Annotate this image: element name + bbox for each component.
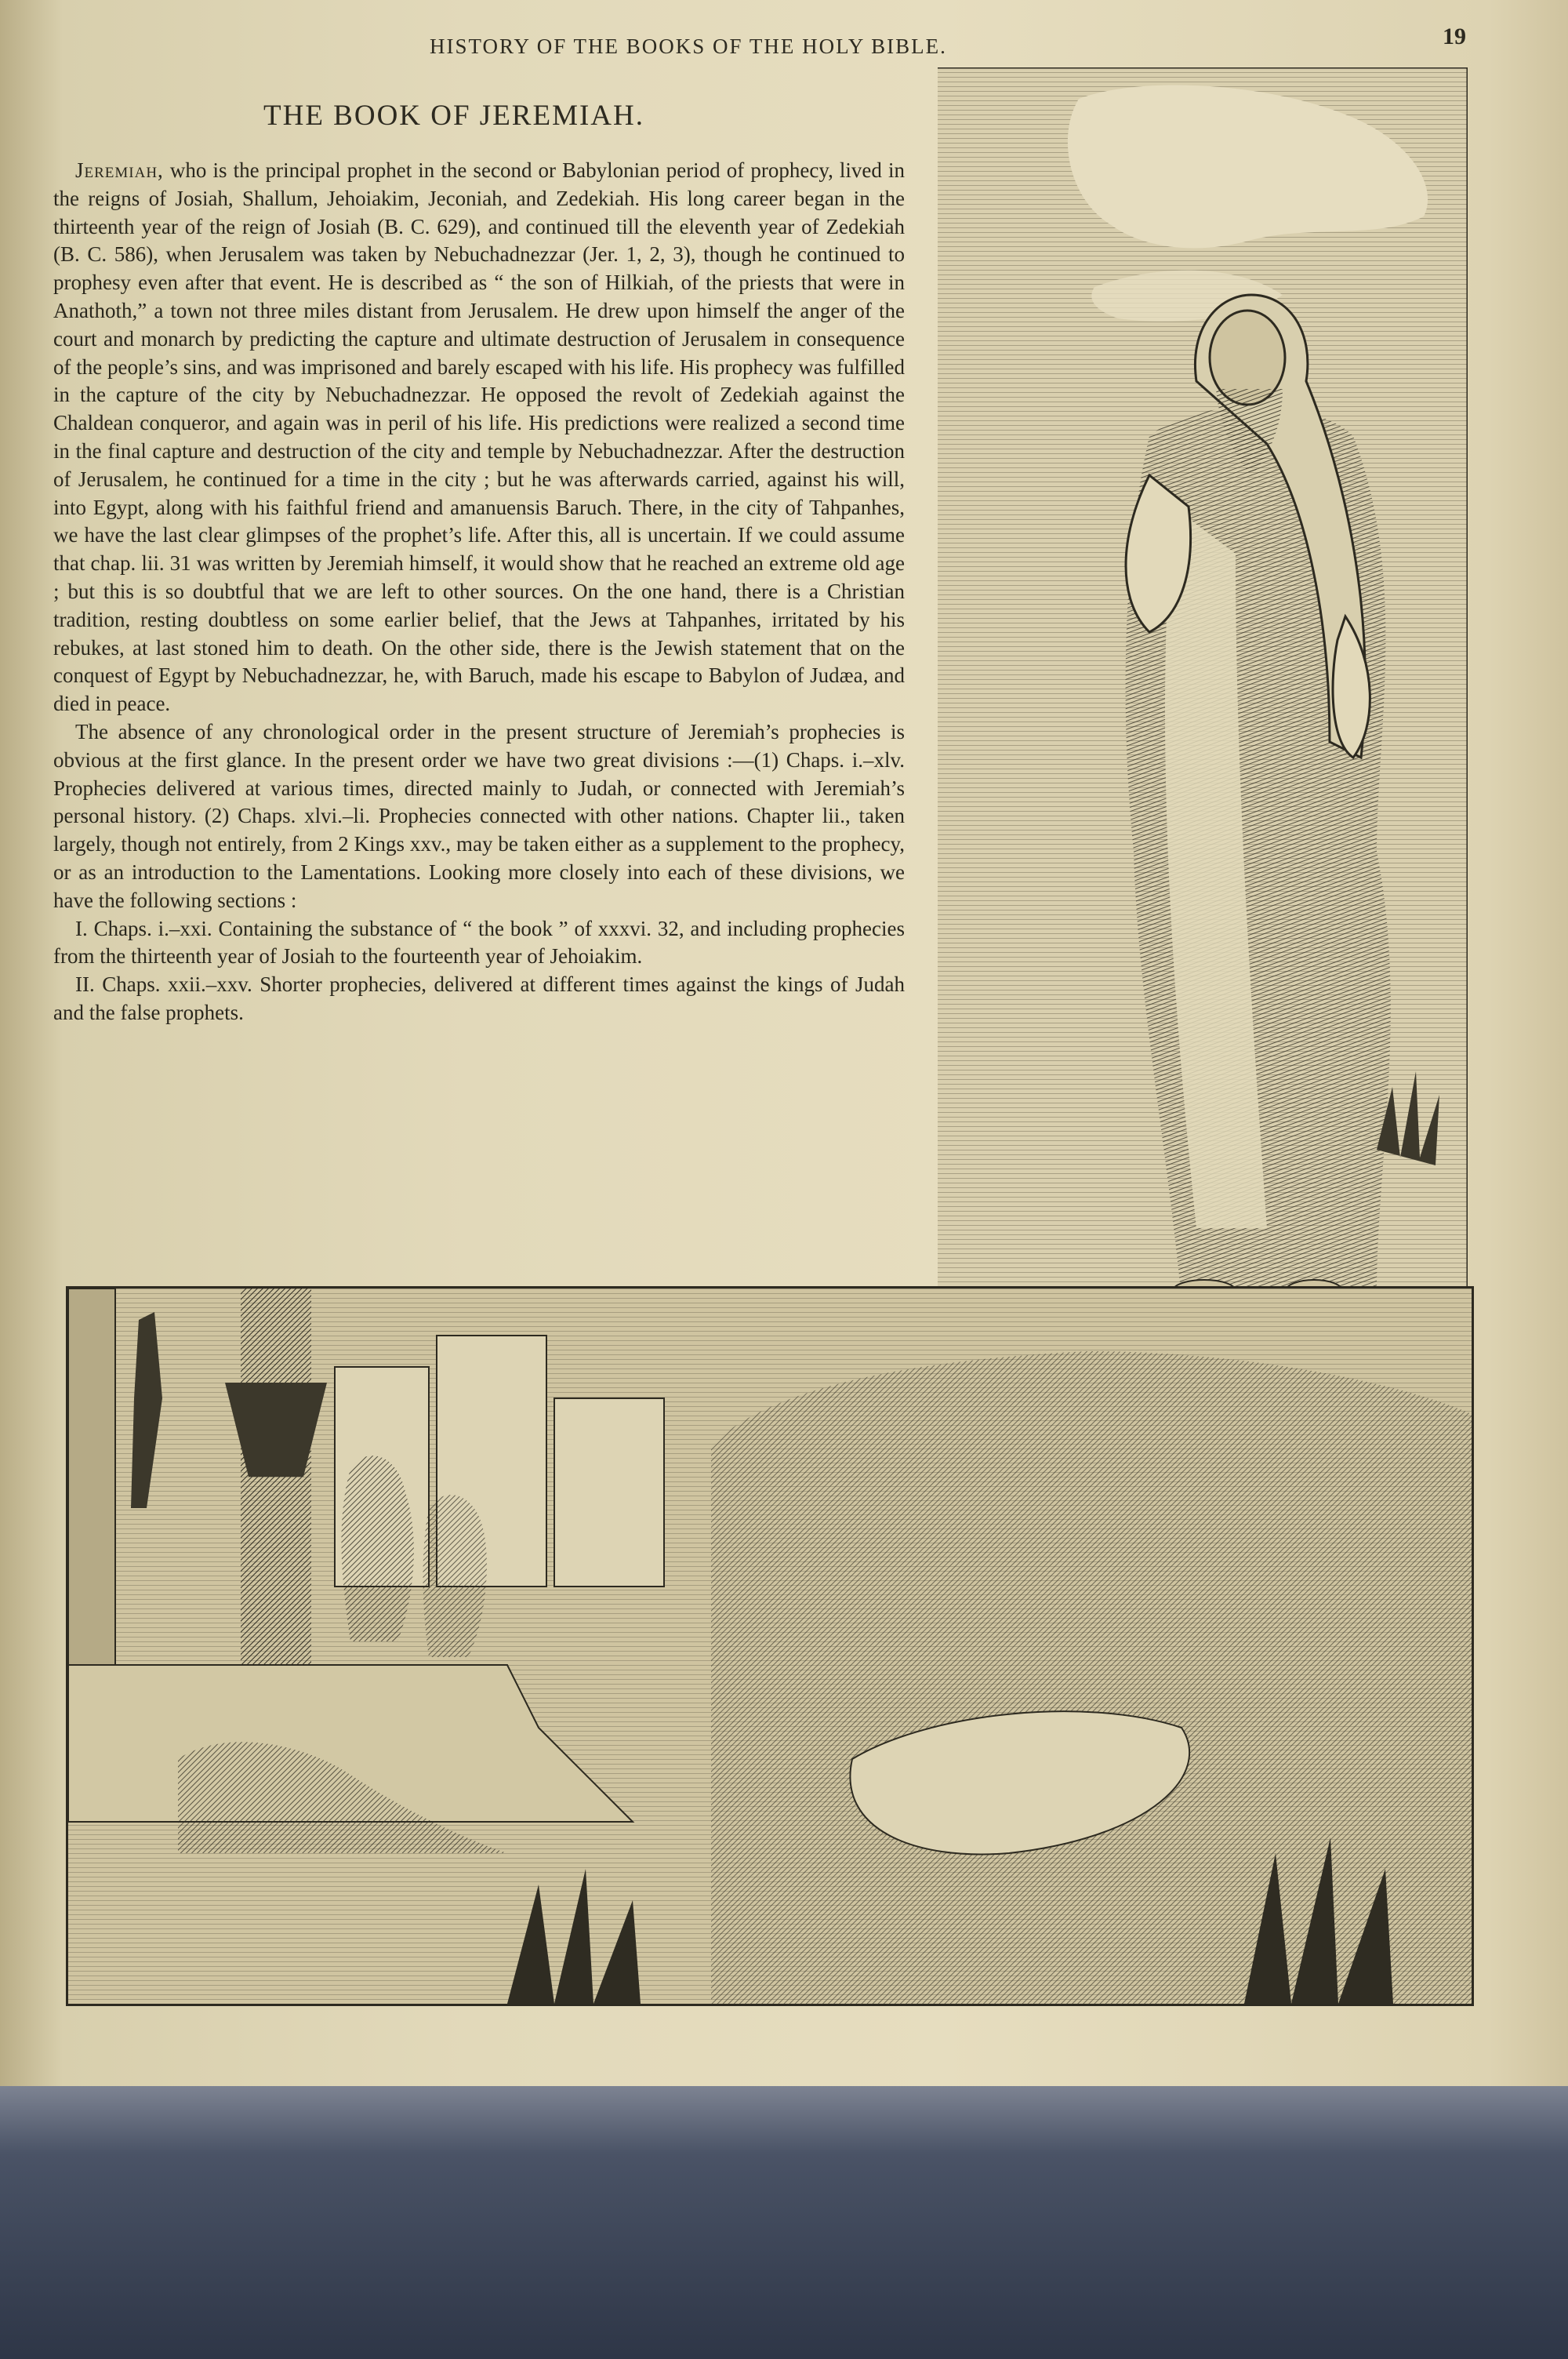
- paragraph-text: The absence of any chronological order in the present structure of Jeremiah’s prophecies is obvious at the first glance. In the present order we have two great divisions :—(1) Chaps. i.–xlv. Prophecies delivered at various times, directed mainly to Judah, or connected with Jeremiah’s personal history. (2) Chaps. xlvi.–li. Prophecies connected with other nations. Chapter lii., taken largely, though not entirely, from 2 Kings xxv., may be taken either as a supplement to the prophecy, or as an introduction to the Lamentations. Looking more closely into each of these divisions, we have the following sections :: [53, 719, 905, 912]
- chapter-title: THE BOOK OF JEREMIAH.: [263, 100, 644, 132]
- body-text: [53, 157, 905, 1027]
- paragraph-2: [53, 718, 905, 915]
- page-number: 19: [1443, 24, 1466, 49]
- paragraph-text: I. Chaps. i.–xxi. Containing the substance of “ the book ” of xxxvi. 32, and including prophecies from the thirteenth year of Josiah to the fourteenth year of Jehoiakim.: [53, 916, 905, 969]
- paragraph-4: [53, 971, 905, 1027]
- paragraph-text: who is the principal prophet in the second or Babylonian period of prophecy, lived in the reigns of Josiah, Shallum, Jehoiakim, Jeconiah, and Zedekiah. His long career began in the thirteenth year of the reign of Josiah (B. C. 629), and continued till the eleventh year of Zedekiah (B. C. 586), when Jerusalem was taken by Nebuchadnezzar (Jer. 1, 2, 3), though he continued to prophesy even after that event. He is described as “ the son of Hilkiah, of the priests that were in Anathoth,” a town not three miles distant from Jerusalem. He drew upon himself the anger of the court and monarch by predicting the capture and ultimate destruction of Jerusalem in consequence of the people’s sins, and was imprisoned and barely escaped with his life. His prophecy was fulfilled in the capture of the city by Nebuchadnezzar. He opposed the revolt of Zedekiah against the Chaldean conqueror, and again was in peril of his life. His predictions were realized a second time in the final capture and destruction of the city and temple by Nebuchadnezzar. After the destruction of Jerusalem, he continued for a time in the city ; but he was afterwards carried, against his will, into Egypt, along with his faithful friend and amanuensis Baruch. There, in the city of Tahpanhes, we have the last clear glimpses of the prophet’s life. After this, all is uncertain. If we could assume that chap. lii. 31 was written by Jeremiah himself, it would show that he reached an extreme old age ; but this is so doubtful that we are left to other sources. On the one hand, there is a Christian tradition, resting doubtless on some earlier belief, that the Jews at Tahpanhes, irritated by his rebukes, at last stoned him to death. On the other side, there is the Jewish statement that on the conquest of Egypt by Nebuchadnezzar, he, with Baruch, made his escape to Babylon of Judæa, and died in peace.: [53, 158, 905, 716]
- paragraph-3: [53, 915, 905, 972]
- paragraph-lead: Jeremiah,: [75, 158, 164, 182]
- background-cloth: [0, 2086, 1568, 2359]
- paragraph-1: [53, 157, 905, 718]
- prophet-engraving: [938, 67, 1468, 1299]
- paragraph-text: II. Chaps. xxii.–xxv. Shorter prophecies, delivered at different times against the kings of Judah and the false prophets.: [53, 972, 905, 1024]
- temple-engraving: [66, 1286, 1474, 2006]
- running-head: HISTORY OF THE BOOKS OF THE HOLY BIBLE.: [430, 35, 947, 58]
